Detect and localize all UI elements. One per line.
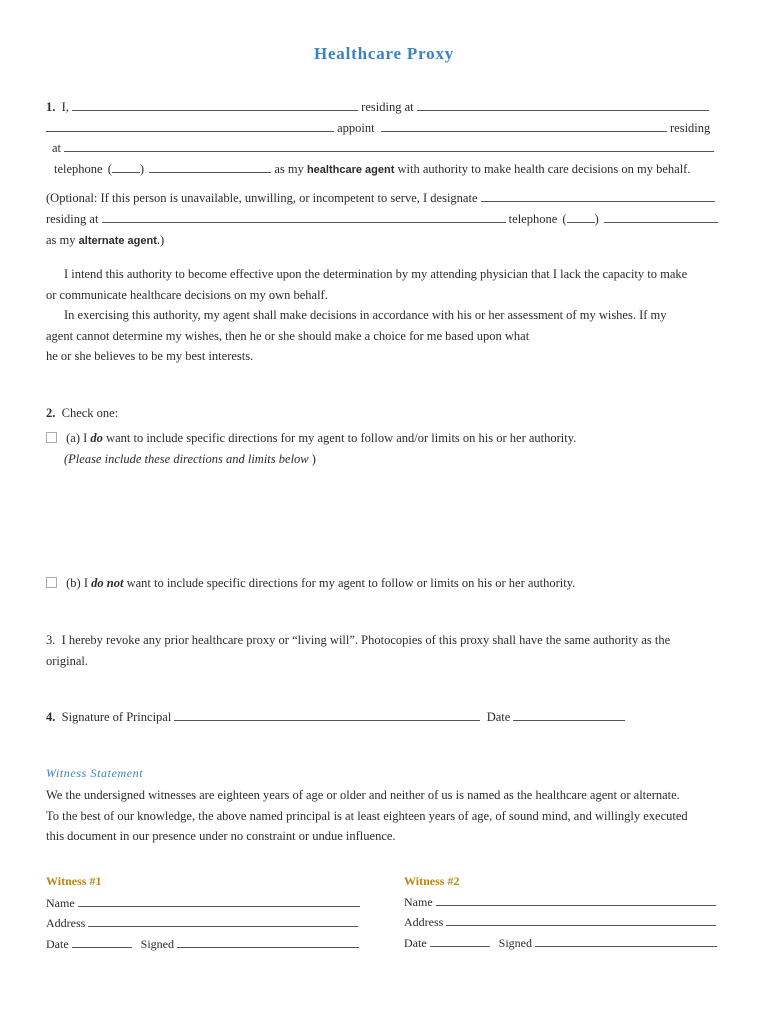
s1-line-7	[46, 231, 720, 250]
option-a-note-text: (Please include these directions and limits below	[64, 452, 309, 466]
alternate-address-blank[interactable]	[102, 210, 506, 223]
page-title: Healthcare Proxy	[313, 44, 455, 63]
section-4-number: 4.	[46, 710, 56, 724]
as-my-label: as my	[274, 162, 304, 176]
residing-at-label: residing at	[361, 100, 414, 114]
witness-1-address-row	[46, 914, 358, 932]
alternate-name-blank[interactable]	[481, 189, 715, 202]
witness-line1: We the undersigned witnesses are eighteen years of age or older and neither of us is named as the healthcare agent or alternate.	[46, 788, 680, 802]
agent-phone-blank[interactable]	[149, 160, 271, 173]
witness-2-name-blank[interactable]	[436, 893, 716, 906]
witness-2-date-blank[interactable]	[430, 934, 490, 947]
option-a-text: want to include specific directions for my agent to follow and/or limits on his or her authority.	[106, 431, 577, 445]
signature-label: Signature of Principal	[61, 710, 172, 724]
directions-area[interactable]	[46, 474, 720, 570]
witness-2-address-blank[interactable]	[446, 913, 716, 926]
at-label: at	[52, 141, 62, 155]
section-3-number: 3.	[46, 633, 56, 647]
telephone-label-2: telephone	[508, 212, 558, 226]
witness-1-name-blank[interactable]	[78, 894, 360, 907]
para2-line2: agent cannot determine my wishes, then he or she should make a choice for me based upon what	[46, 329, 530, 343]
principal-signature-blank[interactable]	[174, 708, 480, 721]
witness-1-name-row	[46, 894, 360, 912]
witness-2-heading: Witness #2	[404, 874, 460, 888]
telephone-label: telephone	[54, 162, 103, 176]
witness-2-date-row	[404, 934, 717, 952]
witness-2-address-label: Address	[404, 915, 444, 929]
s4-line	[46, 708, 720, 726]
date-label: Date	[486, 710, 511, 724]
witness-1-date-label: Date	[46, 937, 69, 951]
appoint-label: appoint	[337, 121, 375, 135]
witness-1-address-label: Address	[46, 916, 86, 930]
option-b-emphasis: do not	[91, 576, 124, 590]
option-b	[46, 574, 720, 592]
witness-1-date-row	[46, 935, 359, 953]
s3-line1	[46, 631, 720, 649]
area-code-field[interactable]: ( )	[107, 162, 145, 176]
residing-label: residing	[670, 121, 711, 135]
option-a	[46, 429, 720, 447]
s1-line-1	[46, 98, 720, 116]
witness-2-address-row	[404, 913, 716, 931]
principal-address-blank[interactable]	[417, 98, 709, 111]
witness-2-date-label: Date	[404, 936, 427, 950]
para1-line2: or communicate healthcare decisions on my own behalf.	[46, 288, 328, 302]
option-a-prefix: (a) I	[66, 431, 88, 445]
option-a-emphasis: do	[90, 431, 103, 445]
s3-line2: original.	[46, 654, 89, 668]
s1-line-5	[46, 189, 720, 207]
optional-text: (Optional: If this person is unavailable, unwilling, or incompetent to serve, I designate	[46, 191, 478, 205]
i-label: I,	[61, 100, 69, 114]
option-a-note	[64, 450, 720, 468]
witness-2-name-label: Name	[404, 895, 433, 909]
section-1-number: 1.	[46, 100, 56, 114]
witness-1-signature-blank[interactable]	[177, 935, 359, 948]
section-2-number: 2.	[46, 406, 56, 420]
alternate-phone-blank[interactable]	[604, 210, 718, 223]
option-b-text: want to include specific directions for my agent to follow or limits on his or her authority.	[126, 576, 576, 590]
s1-line-2	[46, 119, 720, 137]
agent-name-blank[interactable]	[381, 119, 667, 132]
witness-2-signed-label: Signed	[498, 936, 532, 950]
witness-1-signed-label: Signed	[140, 937, 174, 951]
healthcare-agent-term: healthcare agent	[306, 164, 395, 176]
s2-heading	[46, 404, 720, 422]
option-a-checkbox[interactable]	[46, 432, 57, 443]
para2-line3: he or she believes to be my best interests.	[46, 349, 254, 363]
witness-1-date-blank[interactable]	[72, 935, 132, 948]
s1-line-3	[52, 139, 720, 157]
option-b-checkbox[interactable]	[46, 577, 57, 588]
principal-date-blank[interactable]	[513, 708, 625, 721]
option-b-prefix: (b) I	[66, 576, 88, 590]
s1-line-6	[46, 210, 720, 228]
s1-line-4	[54, 160, 720, 179]
para2-line1: In exercising this authority, my agent shall make decisions in accordance with his or her assessment of my wishes. If my	[64, 308, 667, 322]
option-a-note-close: )	[311, 452, 316, 466]
alternate-area-code-field[interactable]: ( )	[562, 212, 599, 226]
para1-line1: I intend this authority to become effective upon the determination by my attending physician that I lack the capacity to make	[64, 267, 688, 281]
check-one-label: Check one:	[61, 406, 119, 420]
authority-text: with authority to make health care decisions on my behalf.	[397, 162, 691, 176]
principal-name-blank[interactable]	[72, 98, 358, 111]
witness-2-signature-blank[interactable]	[535, 934, 717, 947]
witness-2-name-row	[404, 893, 716, 911]
close-paren: .)	[156, 233, 165, 247]
as-my-label-2: as my	[46, 233, 76, 247]
witness-1-heading: Witness #1	[46, 874, 102, 888]
agent-address-blank[interactable]	[64, 139, 714, 152]
principal-address-cont-blank[interactable]	[46, 119, 334, 132]
witness-1-address-blank[interactable]	[88, 914, 358, 927]
witness-line3: this document in our presence under no constraint or undue influence.	[46, 829, 396, 843]
witness-line2: To the best of our knowledge, the above named principal is at least eighteen years of age, of sound mind, and willingly executed	[46, 809, 688, 823]
s3-text: I hereby revoke any prior healthcare proxy or “living will”. Photocopies of this proxy shall have the same authority as the	[61, 633, 671, 647]
witness-statement-heading: Witness Statement	[46, 766, 144, 780]
witness-1-name-label: Name	[46, 896, 75, 910]
residing-at-label-2: residing at	[46, 212, 99, 226]
alternate-agent-term: alternate agent	[78, 235, 157, 247]
